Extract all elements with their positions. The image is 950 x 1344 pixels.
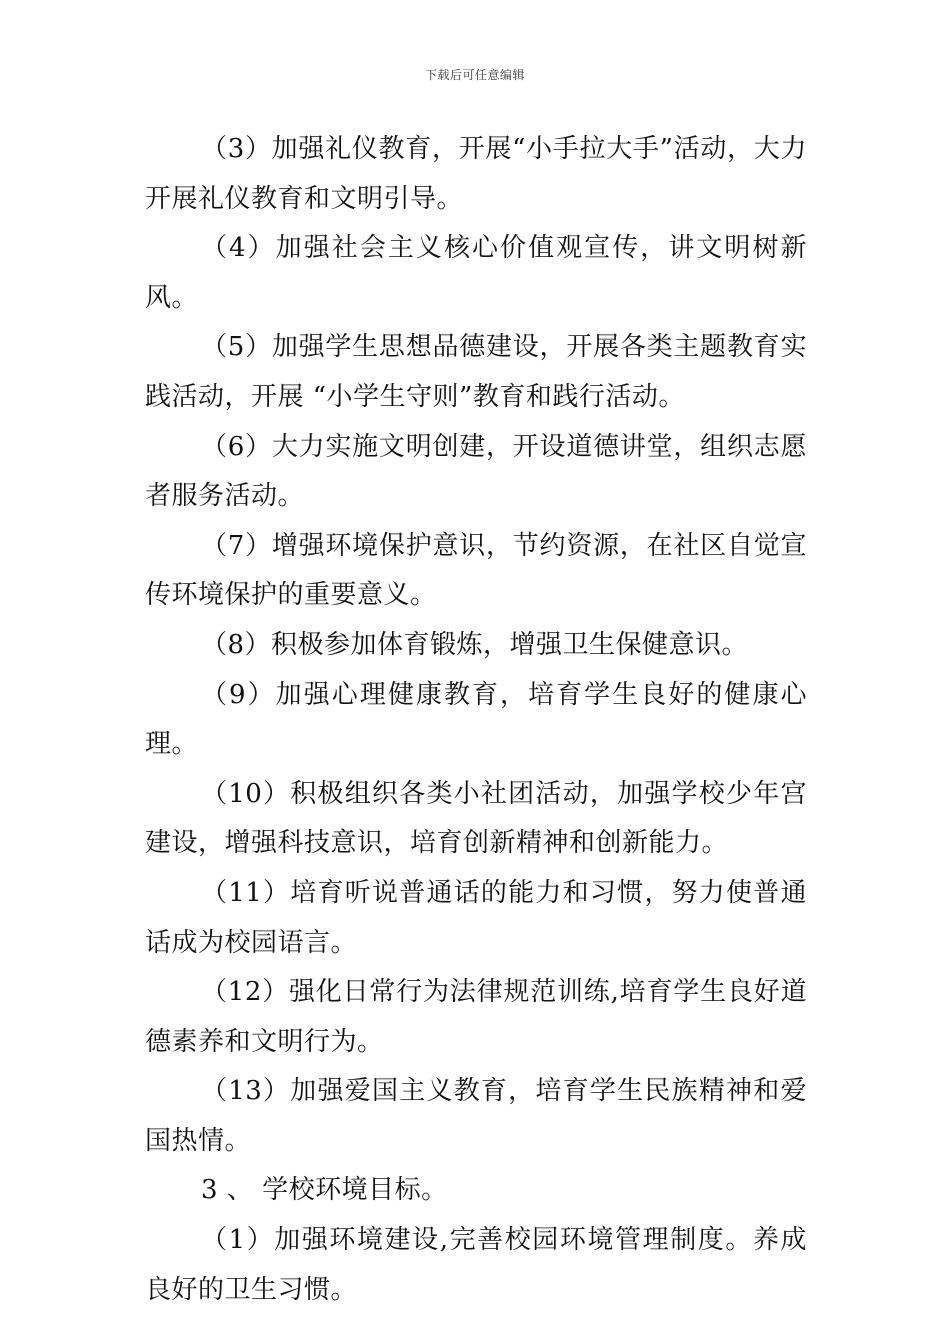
paragraph-item-1: （1）加强环境建设,完善校园环境管理制度。养成良好的卫生习惯。: [145, 1225, 807, 1305]
paragraph-item-13: （13）加强爱国主义教育，培育学生民族精神和爱国热情。: [145, 1076, 807, 1156]
section-heading: 3 、 学校环境目标。: [201, 1175, 448, 1206]
paragraph-item-9: （9）加强心理健康教育，培育学生良好的健康心理。: [145, 679, 807, 760]
paragraph-item-12: （12）强化日常行为法律规范训练,培育学生良好道德素养和文明行为。: [145, 977, 807, 1057]
paragraph-item-3: （3）加强礼仪教育，开展“小手拉大手”活动，大力开展礼仪教育和文明引导。: [145, 134, 807, 214]
paragraph-item-4: （4）加强社会主义核心价值观宣传，讲文明树新风。: [145, 233, 807, 313]
paragraph-item-10: （10）积极组织各类小社团活动，加强学校少年宫建设，增强科技意识，培育创新精神和创新能力。: [145, 778, 807, 859]
paragraph-item-11: （11）培育听说普通话的能力和习惯，努力使普通话成为校园语言。: [145, 877, 807, 958]
page-header: 下载后可任意编辑: [424, 68, 525, 82]
paragraph-item-6: （6）大力实施文明创建，开设道德讲堂，组织志愿者服务活动。: [145, 431, 807, 512]
document-body: [145, 125, 807, 1315]
paragraph-item-7: （7）增强环境保护意识，节约资源，在社区自觉宣传环境保护的重要意义。: [145, 530, 807, 611]
paragraph-item-5: （5）加强学生思想品德建设，开展各类主题教育实践活动，开展 “小学生守则”教育和践行活动。: [145, 332, 807, 412]
paragraph-item-8: （8）积极参加体育锻炼，增强卫生保健意识。: [201, 629, 749, 660]
